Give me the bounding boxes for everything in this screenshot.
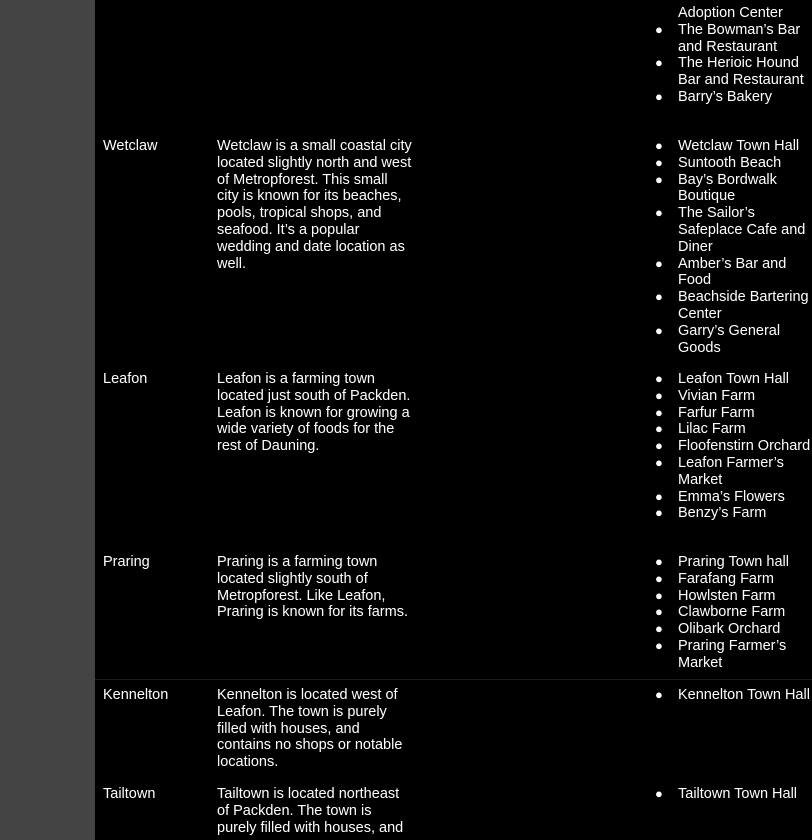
list-item	[655, 438, 812, 455]
town-name: Wetclaw	[103, 138, 158, 154]
bullet-icon: ●	[655, 604, 663, 620]
list-item	[655, 323, 812, 357]
list-item	[655, 89, 812, 106]
bullet-icon: ●	[655, 687, 663, 702]
place-label: Olibark Orchard	[678, 621, 781, 638]
list-item	[655, 588, 812, 605]
place-label: Tailtown Town Hall	[678, 786, 798, 802]
bullet-icon: ●	[655, 488, 663, 504]
bullet-icon: ●	[655, 371, 663, 386]
list-item	[655, 22, 812, 56]
bullet-icon: ●	[655, 505, 663, 521]
list-item	[655, 155, 812, 172]
list-item	[655, 505, 812, 522]
place-label: Howlsten Farm	[678, 587, 776, 604]
bullet-icon: ●	[655, 454, 663, 470]
bullet-icon: ●	[655, 205, 663, 221]
town-name: Kennelton	[103, 687, 169, 703]
list-item	[655, 489, 812, 506]
bullet-icon: ●	[655, 55, 663, 71]
bullet-icon: ●	[655, 570, 663, 586]
place-label: Farafang Farm	[678, 570, 774, 587]
place-label: Leafon Town Hall	[678, 371, 789, 387]
bullet-icon: ●	[655, 621, 663, 637]
list-item	[655, 638, 812, 672]
place-label: Beachside Bartering Center	[678, 289, 809, 322]
list-item	[655, 55, 812, 89]
bullet-icon: ●	[655, 387, 663, 403]
place-label: Leafon Farmer’s Market	[678, 454, 784, 488]
list-item	[655, 371, 812, 388]
place-label: Praring Town hall	[678, 554, 789, 570]
list-item	[655, 687, 812, 704]
list-item	[655, 621, 812, 638]
list-item	[655, 5, 812, 22]
town-description: Kennelton is located west of Leafon. The town is purely filled with houses, and contains no shops or notable locations.	[217, 687, 403, 771]
list-item	[655, 388, 812, 405]
bullet-icon: ●	[655, 154, 663, 170]
bullet-icon: ●	[655, 21, 663, 37]
bullet-icon: ●	[655, 138, 663, 153]
bullet-icon: ●	[655, 587, 663, 603]
list-item	[655, 172, 812, 206]
document-page	[95, 0, 812, 840]
town-description: Tailtown is located northeast of Packden. The town is purely filled with houses, and	[217, 786, 404, 836]
place-label: The Bowman’s Bar and Restaurant	[678, 21, 801, 55]
bullet-icon: ●	[655, 786, 663, 801]
page-gutter	[0, 0, 95, 840]
bullet-icon: ●	[655, 421, 663, 437]
town-name: Tailtown	[103, 786, 156, 802]
list-item	[655, 455, 812, 489]
list-item	[655, 405, 812, 422]
list-item	[655, 205, 812, 255]
place-label: Lilac Farm	[678, 421, 746, 438]
bullet-icon: ●	[655, 289, 663, 305]
place-label: Barry’s Bakery	[678, 88, 773, 105]
places-list	[655, 687, 812, 704]
town-name: Praring	[103, 554, 150, 570]
bullet-icon: ●	[655, 637, 663, 653]
place-label: Suntooth Beach	[678, 154, 782, 171]
places-list	[655, 5, 812, 106]
bullet-icon: ●	[655, 255, 663, 271]
list-item	[655, 138, 812, 155]
place-label: Bay’s Bordwalk Boutique	[678, 171, 777, 205]
places-list	[655, 138, 812, 356]
bullet-icon: ●	[655, 554, 663, 569]
bullet-icon: ●	[655, 404, 663, 420]
place-label: Praring Farmer’s Market	[678, 637, 787, 671]
bullet-icon: ●	[655, 88, 663, 104]
place-label: Clawborne Farm	[678, 604, 786, 621]
town-name: Leafon	[103, 371, 148, 387]
places-list	[655, 371, 812, 522]
list-item	[655, 421, 812, 438]
place-label: The Sailor’s Safeplace Cafe and Diner	[678, 205, 806, 255]
place-label: Farfur Farm	[678, 404, 755, 421]
town-description: Wetclaw is a small coastal city located slightly north and west of Metropforest. This small city is known for its beaches, pools, tropical shops, and seafood. It’s a popular wedding and date location as well.	[217, 138, 412, 272]
bullet-icon: ●	[655, 171, 663, 187]
town-description: Praring is a farming town located slightly south of Metropforest. Like Leafon, Praring is known for its farms.	[217, 554, 408, 621]
place-label: Wetclaw Town Hall	[678, 138, 800, 154]
list-item	[655, 604, 812, 621]
place-label: Amber’s Bar and Food	[678, 255, 787, 289]
place-label: Garry’s General Goods	[678, 322, 781, 356]
places-list	[655, 554, 812, 672]
bullet-icon: ●	[655, 322, 663, 338]
list-item	[655, 571, 812, 588]
list-item	[655, 256, 812, 290]
place-label: Adoption Center	[678, 5, 783, 21]
place-label: Kennelton Town Hall	[678, 687, 810, 703]
place-label: Floofenstirn Orchard	[678, 438, 811, 455]
place-label: Benzy’s Farm	[678, 505, 767, 522]
table-row	[95, 679, 812, 771]
bullet-icon: ●	[655, 438, 663, 454]
places-list	[655, 786, 812, 803]
town-description: Leafon is a farming town located just south of Packden. Leafon is known for growing a wide variety of foods for the rest of Dauning.	[217, 371, 411, 455]
list-item	[655, 554, 812, 571]
place-label: Emma’s Flowers	[678, 488, 785, 505]
place-label: Vivian Farm	[678, 387, 756, 404]
list-item	[655, 786, 812, 803]
place-label: The Herioic Hound Bar and Restaurant	[678, 55, 804, 89]
list-item	[655, 289, 812, 323]
